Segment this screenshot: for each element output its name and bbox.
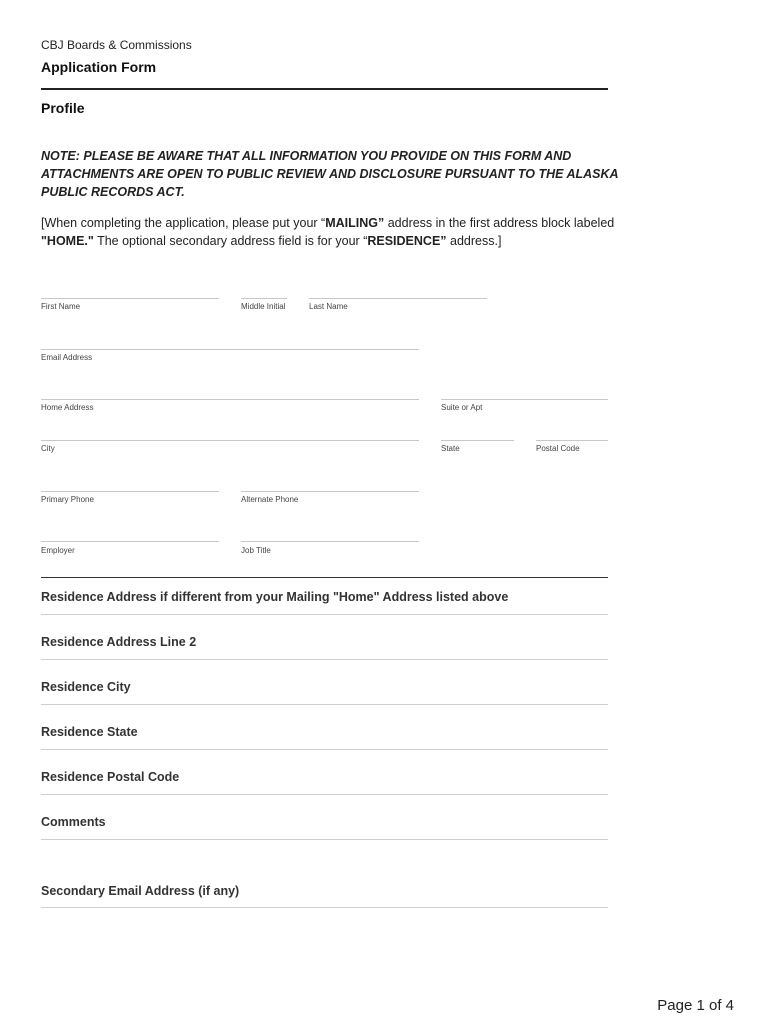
city-label: City — [41, 444, 55, 453]
instructions-text-4: address.] — [446, 234, 502, 248]
employer-label: Employer — [41, 546, 75, 555]
secondary-email-field[interactable] — [41, 907, 608, 908]
first-name-label: First Name — [41, 302, 81, 311]
instructions-bold-home: "HOME." — [41, 234, 94, 248]
residence-postal-label: Residence Postal Code — [41, 770, 180, 784]
page-number: Page 1 of 4 — [657, 997, 734, 1014]
residence-divider — [41, 577, 608, 578]
job-title-label: Job Title — [241, 546, 271, 555]
residence-state-field[interactable] — [41, 749, 608, 750]
suite-field[interactable] — [441, 399, 608, 400]
residence-postal-field[interactable] — [41, 794, 608, 795]
secondary-email-label: Secondary Email Address (if any) — [41, 884, 240, 898]
middle-initial-field[interactable] — [241, 298, 287, 299]
instructions — [41, 214, 621, 250]
instructions-text-2: address in the first address block labeled — [384, 216, 615, 230]
section-title: Profile — [41, 100, 85, 116]
instructions-text-3: The optional secondary address field is for your “ — [93, 234, 368, 248]
primary-phone-label: Primary Phone — [41, 495, 94, 504]
residence-city-label: Residence City — [41, 680, 131, 694]
instructions-text-1: [When completing the application, please put your “ — [41, 216, 326, 230]
state-label: State — [441, 444, 460, 453]
middle-initial-label: Middle Initial — [241, 302, 286, 311]
comments-field[interactable] — [41, 839, 608, 840]
suite-label: Suite or Apt — [441, 403, 483, 412]
residence-address-field[interactable] — [41, 614, 608, 615]
email-label: Email Address — [41, 353, 93, 362]
employer-field[interactable] — [41, 541, 219, 542]
home-address-label: Home Address — [41, 403, 94, 412]
instructions-bold-mailing: MAILING” — [325, 216, 385, 230]
comments-label: Comments — [41, 815, 106, 829]
city-field[interactable] — [41, 440, 419, 441]
email-field[interactable] — [41, 349, 419, 350]
home-address-field[interactable] — [41, 399, 419, 400]
state-field[interactable] — [441, 440, 514, 441]
postal-code-label: Postal Code — [536, 444, 580, 453]
instructions-bold-residence: RESIDENCE” — [367, 234, 447, 248]
last-name-label: Last Name — [309, 302, 348, 311]
last-name-field[interactable] — [309, 298, 487, 299]
residence-state-label: Residence State — [41, 725, 138, 739]
alternate-phone-field[interactable] — [241, 491, 419, 492]
residence-line2-label: Residence Address Line 2 — [41, 635, 197, 649]
postal-code-field[interactable] — [536, 440, 608, 441]
residence-line2-field[interactable] — [41, 659, 608, 660]
job-title-field[interactable] — [241, 541, 419, 542]
header-divider — [41, 88, 608, 90]
primary-phone-field[interactable] — [41, 491, 219, 492]
alternate-phone-label: Alternate Phone — [241, 495, 299, 504]
public-records-note: NOTE: PLEASE BE AWARE THAT ALL INFORMATION YOU PROVIDE ON THIS FORM AND ATTACHMENTS ARE OPEN TO PUBLIC REVIEW AND DISCLOSURE PURSUANT TO THE ALASKA PUBLIC RECORDS ACT. — [41, 149, 619, 199]
residence-address-label: Residence Address if different from your Mailing "Home" Address listed above — [41, 590, 509, 604]
residence-city-field[interactable] — [41, 704, 608, 705]
first-name-field[interactable] — [41, 298, 219, 299]
organization-name: CBJ Boards & Commissions — [41, 38, 192, 52]
form-title: Application Form — [41, 59, 157, 75]
